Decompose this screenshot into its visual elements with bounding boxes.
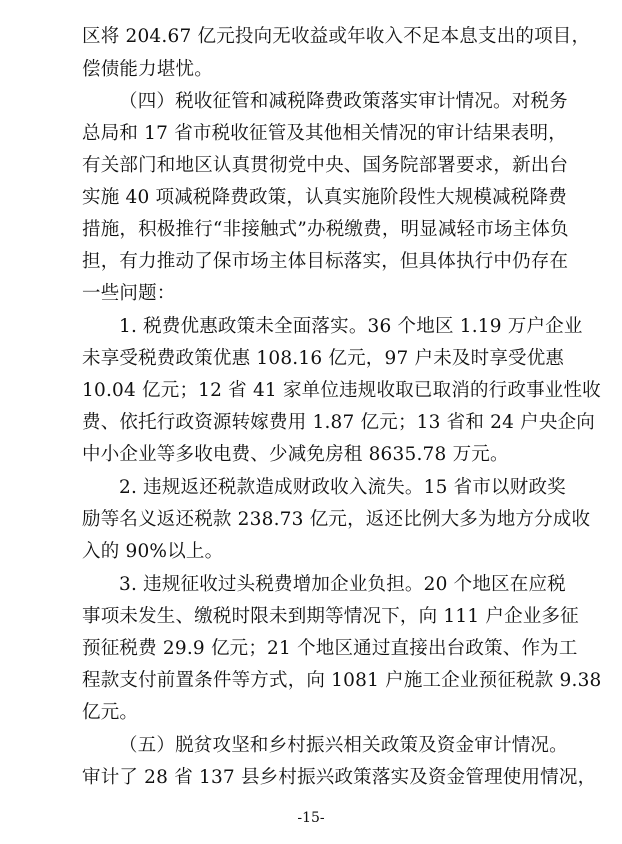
body-line-17: 入的 90%以上。 (82, 541, 224, 562)
body-line-24: 审计了 28 省 137 县乡村振兴政策落实及资金管理使用情况， (82, 767, 597, 788)
list-item-1: 1. 税费优惠政策未全面落实。36 个地区 1.19 万户企业 (119, 316, 583, 337)
body-line-9: 一些问题： (82, 283, 176, 304)
body-line-5: 有关部门和地区认真贯彻党中央、国务院部署要求，新出台 (82, 155, 569, 176)
body-line-12: 10.04 亿元；12 省 41 家单位违规收取已取消的行政事业性收 (82, 380, 601, 401)
section-heading-5: （五）脱贫攻坚和乡村振兴相关政策及资金审计情况。 (119, 735, 568, 756)
body-line-14: 中小企业等多收电费、少减免房租 8635.78 万元。 (82, 444, 509, 465)
page-number: -15- (297, 810, 325, 826)
body-line-21: 程款支付前置条件等方式，向 1081 户施工企业预征税款 9.38 (82, 670, 602, 691)
body-line-22: 亿元。 (82, 702, 139, 723)
body-line-2: 偿债能力堪忧。 (82, 59, 213, 80)
body-line-19: 事项未发生、缴税时限未到期等情况下，向 111 户企业多征 (82, 606, 579, 627)
body-line-4: 总局和 17 省市税收征管及其他相关情况的审计结果表明， (82, 123, 567, 144)
body-line-6: 实施 40 项减税降费政策，认真实施阶段性大规模减税降费 (82, 187, 567, 208)
body-line-7: 措施，积极推行“非接触式”办税缴费，明显减轻市场主体负 (82, 219, 569, 240)
list-item-3: 3. 违规征收过头税费增加企业负担。20 个地区在应税 (119, 574, 566, 595)
body-line-8: 担，有力推动了保市场主体目标落实，但具体执行中仍存在 (82, 251, 569, 272)
body-line-16: 励等名义返还税款 238.73 亿元，返还比例大多为地方分成收 (82, 509, 591, 530)
body-line-1: 区将 204.67 亿元投向无收益或年收入不足本息支出的项目， (82, 26, 591, 47)
body-line-11: 未享受税费政策优惠 108.16 亿元，97 户未及时享受优惠 (82, 348, 565, 369)
body-line-13: 费、依托行政资源转嫁费用 1.87 亿元；13 省和 24 户央企向 (82, 412, 595, 433)
section-heading-4: （四）税收征管和减税降费政策落实审计情况。对税务 (119, 91, 568, 112)
list-item-2: 2. 违规返还税款造成财政收入流失。15 省市以财政奖 (119, 477, 566, 498)
body-line-20: 预征税费 29.9 亿元；21 个地区通过直接出台政策、作为工 (82, 638, 578, 659)
